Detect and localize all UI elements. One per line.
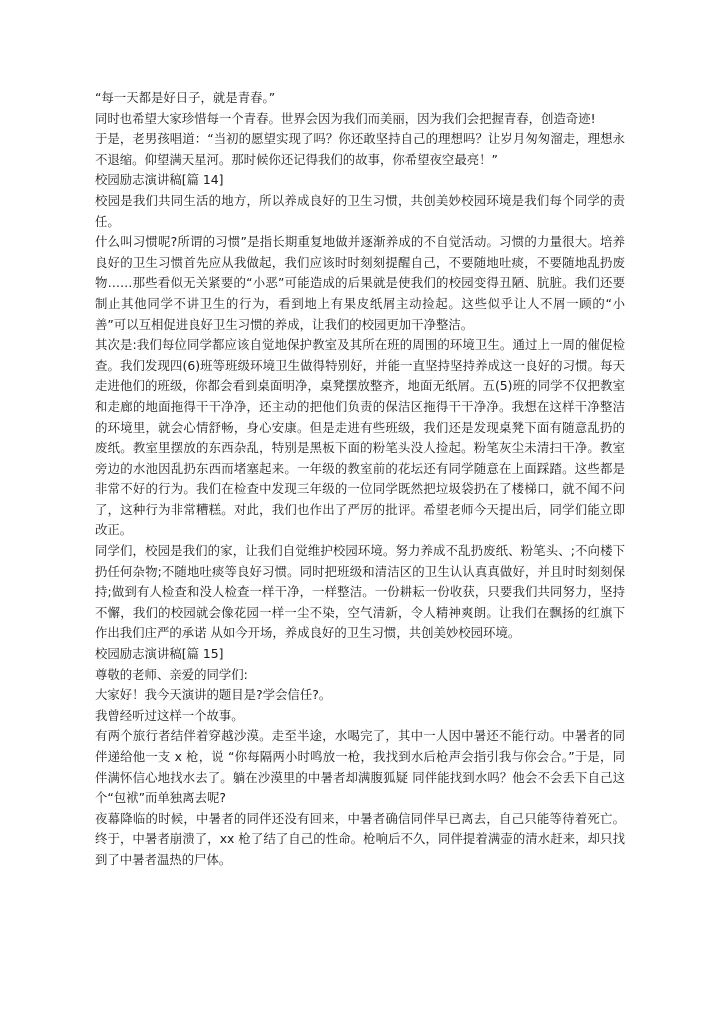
paragraph-cherish-youth: 同时也希望大家珍惜每一个青春。世界会因为我们而美丽，因为我们会把握青春，创造奇迹! <box>95 110 596 126</box>
paragraph-story-intro: 我曾经听过这样一个故事。 <box>95 707 244 723</box>
paragraph-classroom-hygiene: 其次是:我们每位同学都应该自觉地保护教室及其所在班的周围的环境卫生。通过上一周的催促检查。我们发现四(6)班等班级环境卫生做得特别好，并能一直坚持坚持养成这一良好的习惯。每天走进他们的班级，你都会看到桌面明净，桌凳摆放整齐，地面无纸屑。五(5)班的同学不仅把教室和走廊的地面拖得干干净净，还主动的把他们负责的保洁区拖得干干净净。我想在这样干净整洁的环境里，就会心情舒畅，身心安康。但是走进有些班级，我们还是发现桌凳下面有随意乱扔的废纸。教室里摆放的东西杂乱，特别是黑板下面的粉笔头没人捡起。粉笔灰尘未清扫干净。教室旁边的水池因乱扔东西而堵塞起来。一年级的教室前的花坛还有同学随意在上面踩踏。这些都是非常不好的行为。我们在检查中发现三年级的一位同学既然把垃圾袋扔在了楼梯口，就不闻不问了，这种行为非常糟糕。对此，我们也作出了严厉的批评。希望老师今天提出后，同学们能立即改正。 <box>95 337 625 538</box>
section-heading-15: 校园励志演讲稿[篇 15] <box>95 646 224 662</box>
paragraph-salutation: 尊敬的老师、亲爱的同学们: <box>95 666 248 682</box>
document-page <box>95 88 625 871</box>
paragraph-desert-story: 有两个旅行者结伴着穿越沙漠。走至半途，水喝完了，其中一人因中暑还不能行动。中暑者的同伴递给他一支 x 枪，说 “你每隔两小时鸣放一枪，我找到水后枪声会指引我与你会合。”于是，同伴满怀信心地找水去了。躺在沙漠里的中暑者却满腹狐疑 同伴能找到水吗？他会不会丢下自己这个“包袱”而单独离去呢? <box>95 728 625 806</box>
paragraph-habits: 什么叫习惯呢?所谓的习惯”是指长期重复地做并逐渐养成的不自觉活动。习惯的力量很大。培养良好的卫生习惯首先应从我做起，我们应该时时刻刻提醒自己，不要随地吐痰，不要随地乱扔废物……那些看似无关紧要的“小恶”可能造成的后果就是使我们的校园变得丑陋、肮脏。我们还要制止其他同学不讲卫生的行为，看到地上有果皮纸屑主动捡起。这些似乎让人不屑一顾的“小善”可以互相促进良好卫生习惯的养成，让我们的校园更加干净整洁。 <box>95 234 625 332</box>
section-heading-14: 校园励志演讲稿[篇 14] <box>95 172 224 188</box>
paragraph-old-boy-song: 于是，老男孩唱道：“当初的愿望实现了吗？你还敢坚持自己的理想吗？让岁月匆匆溜走，理想永不退缩。仰望满天星河。那时候你还记得我们的故事，你希望夜空最亮！” <box>95 131 625 167</box>
paragraph-call-to-action: 同学们，校园是我们的家，让我们自觉维护校园环境。努力养成不乱扔废纸、粉笔头、;不向楼下扔任何杂物;不随地吐痰等良好习惯。同时把班级和清洁区的卫生认认真真做好，并且时时刻刻保持;做到有人检查和没人检查一样干净，一样整洁。一份耕耘一份收获，只要我们共同努力，坚持不懈，我们的校园就会像花园一样一尘不染，空气清新，令人精神爽朗。让我们在飘扬的红旗下作出我们庄严的承诺 从如今开场，养成良好的卫生习惯，共创美妙校园环境。 <box>95 543 625 641</box>
paragraph-campus-responsibility: 校园是我们共同生活的地方，所以养成良好的卫生习惯，共创美妙校园环境是我们每个同学的责任。 <box>95 192 625 229</box>
paragraph-greeting-topic: 大家好！我今天演讲的题目是?学会信任?。 <box>95 687 332 703</box>
paragraph-quote-youth: “每一天都是好日子，就是青春。” <box>95 90 276 105</box>
paragraph-story-ending: 夜幕降临的时候，中暑者的同伴还没有回来，中暑者确信同伴早已离去，自己只能等待着死亡。终于，中暑者崩溃了，xx 枪了结了自己的性命。枪响后不久，同伴提着满壶的清水赶来，却只找到了中暑者温热的尸体。 <box>95 810 625 867</box>
